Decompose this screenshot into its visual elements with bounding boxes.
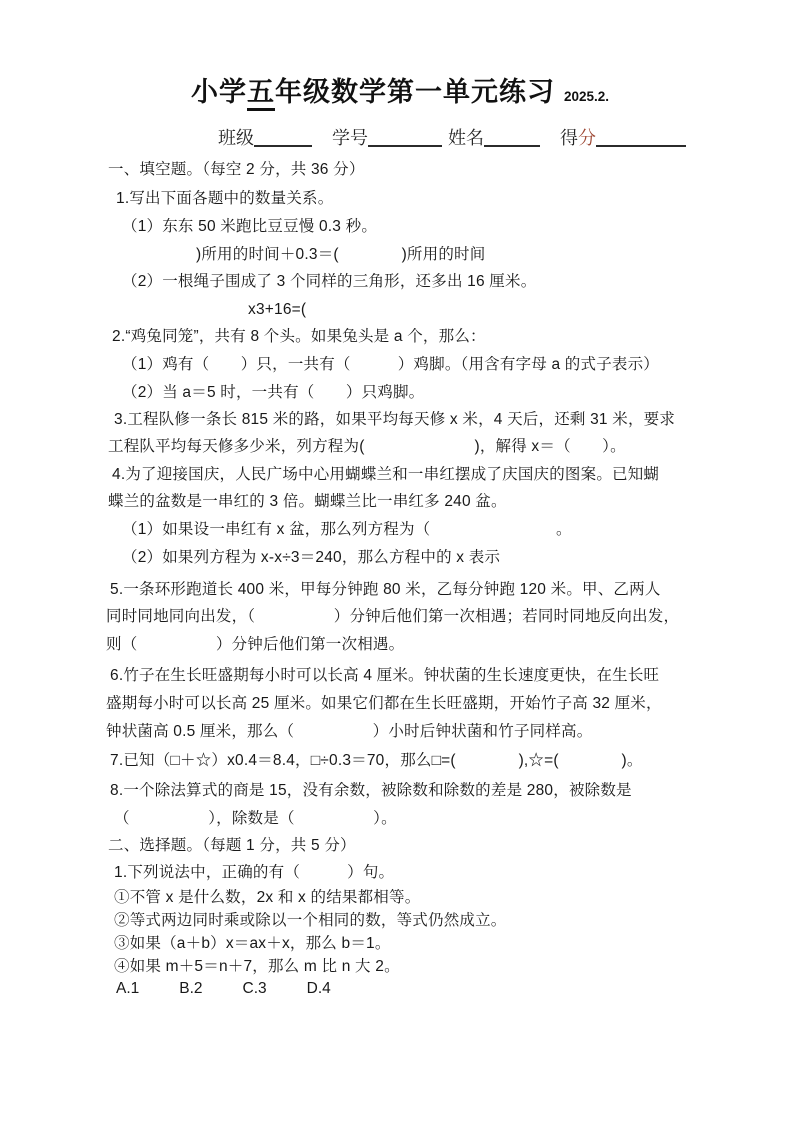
mc1-statement-3: ③如果（a＋b）x＝ax＋x，那么 b＝1。 bbox=[114, 935, 391, 952]
score-label-prefix: 得 bbox=[560, 128, 578, 148]
q1-part1-equation: )所用的时间＋0.3＝( )所用的时间 bbox=[196, 246, 486, 263]
section1-heading: 一、填空题。（每空 2 分，共 36 分） bbox=[108, 161, 365, 178]
q6-stem-line1: 6.竹子在生长旺盛期每小时可以长高 4 厘米。钟状菌的生长速度更快，在生长旺 bbox=[110, 667, 660, 684]
title-underlined-char: 五 bbox=[247, 77, 275, 111]
name-blank-line bbox=[484, 131, 540, 147]
mc1-statement-1: ①不管 x 是什么数，2x 和 x 的结果都相等。 bbox=[114, 889, 421, 906]
score-label-suffix: 分 bbox=[578, 128, 596, 148]
q4-part2: （2）如果列方程为 x-x÷3＝240，那么方程中的 x 表示 bbox=[122, 549, 501, 566]
q7-stem: 7.已知（□＋☆）x0.4＝8.4，□÷0.3＝70，那么□=( ),☆=( )。 bbox=[110, 752, 643, 769]
class-label: 班级 bbox=[218, 128, 254, 148]
mc1-stem: 1.下列说法中，正确的有（ ）句。 bbox=[114, 864, 395, 881]
class-blank-line bbox=[254, 131, 312, 147]
section2-heading: 二、选择题。（每题 1 分，共 5 分） bbox=[108, 837, 356, 854]
q6-stem-line3: 钟状菌高 0.5 厘米，那么（ ）小时后钟状菌和竹子同样高。 bbox=[106, 723, 593, 740]
title-post: 年级数学第一单元练习 bbox=[274, 77, 555, 107]
class-field bbox=[218, 124, 312, 150]
mc1-choices-row bbox=[116, 980, 331, 998]
q3-stem-line1: 3.工程队修一条长 815 米的路，如果平均每天修 x 米，4 天后，还剩 31 米，要求 bbox=[114, 411, 676, 428]
student-number-label: 学号 bbox=[332, 128, 368, 148]
q1-stem: 1.写出下面各题中的数量关系。 bbox=[116, 190, 334, 207]
student-number-field bbox=[332, 124, 442, 150]
student-number-blank-line bbox=[368, 131, 442, 147]
score-blank-line bbox=[596, 131, 686, 147]
page-title bbox=[191, 70, 555, 109]
choice-c: C.3 bbox=[242, 980, 267, 997]
q5-stem-line1: 5.一条环形跑道长 400 米，甲每分钟跑 80 米，乙每分钟跑 120 米。甲、乙两人 bbox=[110, 581, 661, 598]
q5-stem-line3: 则（ ）分钟后他们第一次相遇。 bbox=[106, 636, 405, 653]
choice-a: A.1 bbox=[116, 980, 140, 997]
q8-stem-line1: 8.一个除法算式的商是 15，没有余数，被除数和除数的差是 280，被除数是 bbox=[110, 782, 632, 799]
q4-stem-line2: 蝶兰的盆数是一串红的 3 倍。蝴蝶兰比一串红多 240 盆。 bbox=[108, 493, 507, 510]
q2-part1: （1）鸡有（ ）只，一共有（ ）鸡脚。（用含有字母 a 的式子表示） bbox=[122, 356, 660, 373]
name-field bbox=[448, 124, 540, 150]
q1-part1: （1）东东 50 米跑比豆豆慢 0.3 秒。 bbox=[122, 218, 378, 235]
q4-stem-line1: 4.为了迎接国庆，人民广场中心用蝴蝶兰和一串红摆成了庆国庆的图案。已知蝴 bbox=[112, 466, 660, 483]
q3-stem-line2: 工程队平均每天修多少米，列方程为( )，解得 x＝（ ）。 bbox=[108, 438, 626, 455]
choice-b: B.2 bbox=[179, 980, 203, 997]
q8-stem-line2: （ ），除数是（ ）。 bbox=[114, 810, 397, 827]
q5-stem-line2: 同时同地同向出发，（ ）分钟后他们第一次相遇；若同时同地反向出发， bbox=[106, 608, 680, 625]
page-title-row bbox=[0, 70, 800, 109]
q6-stem-line2: 盛期每小时可以长高 25 厘米。如果它们都在生长旺盛期，开始竹子高 32 厘米， bbox=[106, 695, 662, 712]
q1-part2: （2）一根绳子围成了 3 个同样的三角形，还多出 16 厘米。 bbox=[122, 273, 537, 290]
title-pre: 小学 bbox=[190, 77, 247, 107]
score-field bbox=[560, 124, 686, 150]
choice-d: D.4 bbox=[306, 980, 331, 997]
mc1-statement-4: ④如果 m＋5＝n＋7，那么 m 比 n 大 2。 bbox=[114, 958, 400, 975]
name-label: 姓名 bbox=[448, 128, 484, 148]
q2-part2: （2）当 a＝5 时，一共有（ ）只鸡脚。 bbox=[122, 384, 425, 401]
q1-part2-equation: x3+16=( bbox=[248, 301, 307, 318]
title-date: 2025.2. bbox=[563, 89, 610, 104]
q2-stem: 2.“鸡兔同笼”，共有 8 个头。如果兔头是 a 个，那么： bbox=[112, 328, 486, 345]
mc1-statement-2: ②等式两边同时乘或除以一个相同的数，等式仍然成立。 bbox=[114, 912, 507, 929]
q4-part1: （1）如果设一串红有 x 盆，那么列方程为（ 。 bbox=[122, 521, 572, 538]
